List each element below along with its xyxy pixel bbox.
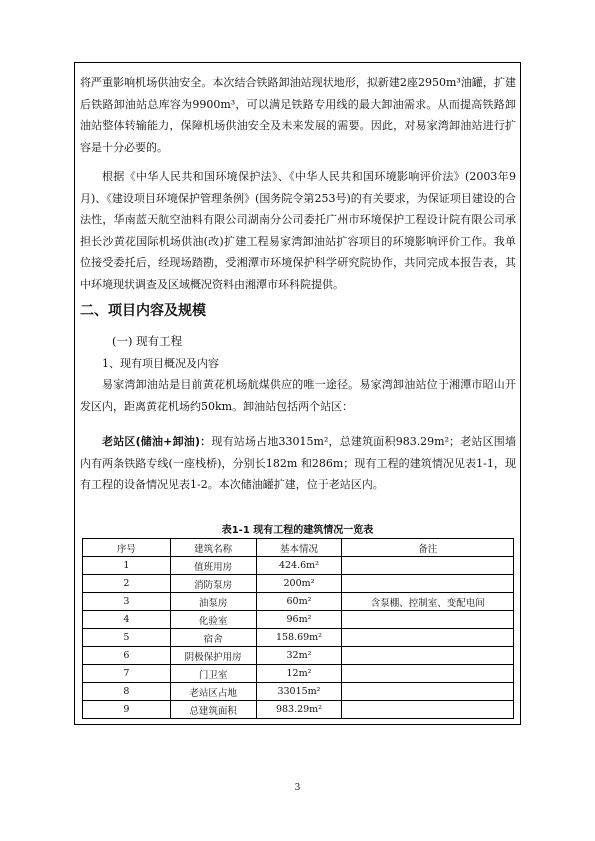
item-heading: 1、现有项目概况及内容 [102, 357, 219, 370]
table-row [83, 629, 514, 647]
table-cell: 油泵房 [170, 593, 256, 611]
table-cell: 门卫室 [170, 665, 256, 683]
table-cell: 1 [83, 557, 171, 575]
table-cell: 96m² [256, 611, 342, 629]
table-cell: 8 [83, 683, 171, 701]
table-cell [342, 629, 514, 647]
page-number: 3 [294, 783, 301, 793]
table-cell [342, 665, 514, 683]
section-heading: 二、项目内容及规模 [80, 303, 206, 319]
subsection-heading: (一) 现有工程 [112, 334, 183, 348]
paragraph-overview: 易家湾卸油站是目前黄花机场航煤供应的唯一途径。易家湾卸油站位于湘潭市昭山开发区内，距离黄花机场约50km。卸油站包括两个站区： [80, 378, 516, 413]
table-cell: 33015m² [256, 683, 342, 701]
table-row [83, 665, 514, 683]
table-cell: 宿舍 [170, 629, 256, 647]
table-cell [342, 701, 514, 719]
old-station-text: 现有站场占地33015m²，总建筑面积983.29m²；老站区围墙内有两条铁路专线(一座栈桥)，分别长182m 和286m；现有工程的建筑情况见表1-1，现有工程的设备情况见表1-2。本次储油罐扩建，位于老站区内。 [80, 435, 516, 491]
header-cell: 建筑名称 [170, 539, 256, 557]
table-row [83, 557, 514, 575]
building-table [82, 538, 514, 719]
header-cell: 基本情况 [256, 539, 342, 557]
table-cell [342, 647, 514, 665]
paragraph-intro-continued: 将严重影响机场供油安全。本次结合铁路卸油站现状地形，拟新建2座2950m³油罐，扩建后铁路卸油站总库容为9900m³，可以满足铁路专用线的最大卸油需求。从而提高铁路卸油站整体转输能力，保障机场供油安全及未来发展的需要。因此，对易家湾卸油站进行扩容是十分必要的。 [80, 76, 516, 154]
table-cell: 200m² [256, 575, 342, 593]
table-cell: 6 [83, 647, 171, 665]
header-cell: 序号 [83, 539, 171, 557]
table-cell: 9 [83, 701, 171, 719]
table-caption: 表1-1 现有工程的建筑情况一览表 [221, 525, 374, 536]
table-cell [342, 575, 514, 593]
paragraph-legal-basis: 根据《中华人民共和国环境保护法》、《中华人民共和国环境影响评价法》(2003年9月)、《建设项目环境保护管理条例》(国务院令第253号)的有关要求，为保证项目建设的合法性，华南蓝天航空油料有限公司湖南分公司委托广州市环境保护工程设计院有限公司承担长沙黄花国际机场供油(改)扩建工程易家湾卸油站扩容项目的环境影响评价工作。我单位接受委托后，经现场踏勘，受湘潭市环境保护科学研究院协作，共同完成本报告表，其中环境现状调查及区域概况资料由湘潭市环科院提供。 [80, 170, 516, 291]
table-row [83, 575, 514, 593]
table-row [83, 611, 514, 629]
table-row [83, 701, 514, 719]
table-cell: 含泵棚、控制室、变配电间 [342, 593, 514, 611]
table-cell [342, 557, 514, 575]
table-cell: 424.6m² [256, 557, 342, 575]
table-row [83, 647, 514, 665]
paragraph-old-station [80, 431, 516, 496]
table-cell: 983.29m² [256, 701, 342, 719]
table-row [83, 683, 514, 701]
table-cell: 总建筑面积 [170, 701, 256, 719]
old-station-label: 老站区(储油+卸油)： [102, 435, 212, 448]
table-cell: 12m² [256, 665, 342, 683]
table-cell: 3 [83, 593, 171, 611]
table-cell: 5 [83, 629, 171, 647]
table-cell [342, 683, 514, 701]
table-cell: 消防泵房 [170, 575, 256, 593]
table-cell: 老站区占地 [170, 683, 256, 701]
table-row [83, 593, 514, 611]
table-cell: 阴极保护用房 [170, 647, 256, 665]
table-cell: 32m² [256, 647, 342, 665]
table-cell: 值班用房 [170, 557, 256, 575]
table-cell: 4 [83, 611, 171, 629]
table-cell: 7 [83, 665, 171, 683]
table-cell [342, 611, 514, 629]
table-cell: 化验室 [170, 611, 256, 629]
table-header-row [83, 539, 514, 557]
header-cell: 备注 [342, 539, 514, 557]
table-cell: 60m² [256, 593, 342, 611]
table-cell: 2 [83, 575, 171, 593]
table-cell: 158.69m² [256, 629, 342, 647]
